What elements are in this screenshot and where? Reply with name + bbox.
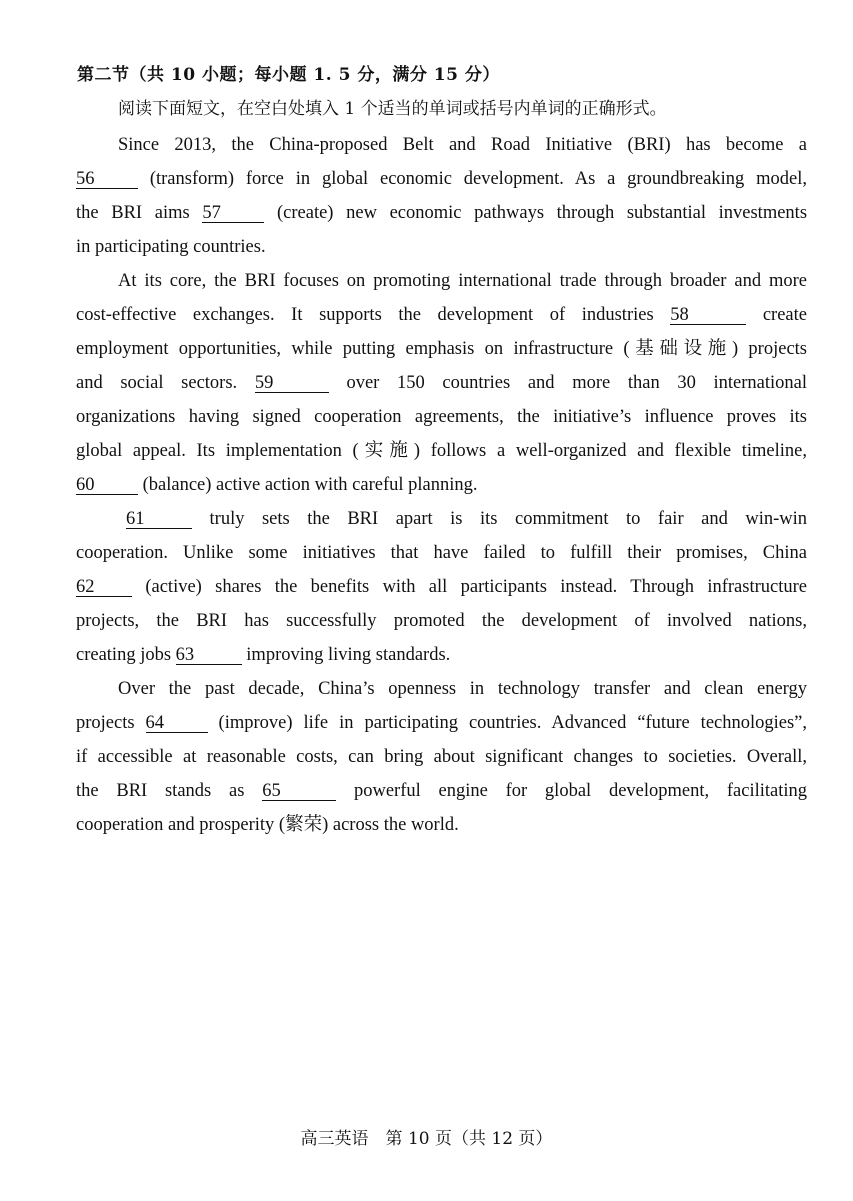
blank-63: 63 <box>176 646 242 665</box>
section-header: 第二节（共 10 小题；每小题 1. 5 分，满分 15 分） <box>77 65 500 85</box>
passage-line: cooperation. Unlike some initiatives that have failed to fulfill their promises, China <box>76 543 807 563</box>
passage-line: 56 (transform) force in global economic development. As a groundbreaking model, <box>76 169 807 189</box>
blank-58: 58 <box>670 306 746 325</box>
blank-65: 65 <box>262 782 336 801</box>
passage-line: if accessible at reasonable costs, can bring about significant changes to societies. Overall, <box>76 747 807 767</box>
passage-line: global appeal. Its implementation (实施) follows a well-organized and flexible timeline, <box>76 441 807 461</box>
blank-56: 56 <box>76 170 138 189</box>
passage-line: organizations having signed cooperation agreements, the initiative’s influence proves its <box>76 407 807 427</box>
passage-line: the BRI aims 57 (create) new economic pathways through substantial investments <box>76 203 808 223</box>
passage-line: and social sectors. 59 over 150 countries and more than 30 international <box>76 373 807 393</box>
passage-line: creating jobs 63 improving living standards. <box>76 645 451 665</box>
page-footer: 高三英语 第 10 页（共 12 页） <box>300 1129 553 1149</box>
instruction-text: 阅读下面短文，在空白处填入 1 个适当的单词或括号内单词的正确形式。 <box>118 99 667 119</box>
passage-line: projects 64 (improve) life in participating countries. Advanced “future technologies”, <box>76 713 808 733</box>
passage-line: the BRI stands as 65 powerful engine for global development, facilitating <box>76 781 808 801</box>
blank-61: 61 <box>126 510 192 529</box>
passage-line: Over the past decade, China’s openness in technology transfer and clean energy <box>118 679 807 699</box>
passage-line: 60 (balance) active action with careful planning. <box>76 475 478 495</box>
passage-line: cooperation and prosperity (繁荣) across the world. <box>76 815 459 835</box>
blank-62: 62 <box>76 578 132 597</box>
blank-59: 59 <box>255 374 329 393</box>
blank-60: 60 <box>76 476 138 495</box>
passage-line: employment opportunities, while putting emphasis on infrastructure (基础设施) projects <box>76 339 807 359</box>
blank-64: 64 <box>146 714 208 733</box>
passage-line: 61 truly sets the BRI apart is its commitment to fair and win-win <box>126 509 807 529</box>
passage-line: At its core, the BRI focuses on promoting international trade through broader and more <box>118 271 807 291</box>
passage-line: 62 (active) shares the benefits with all participants instead. Through infrastructure <box>76 577 807 597</box>
passage-line: cost-effective exchanges. It supports the development of industries 58 create <box>76 305 807 325</box>
passage-line: Since 2013, the China-proposed Belt and Road Initiative (BRI) has become a <box>118 135 807 155</box>
passage-line: projects, the BRI has successfully promoted the development of involved nations, <box>76 611 807 631</box>
blank-57: 57 <box>202 204 264 223</box>
passage-line: in participating countries. <box>76 237 266 257</box>
